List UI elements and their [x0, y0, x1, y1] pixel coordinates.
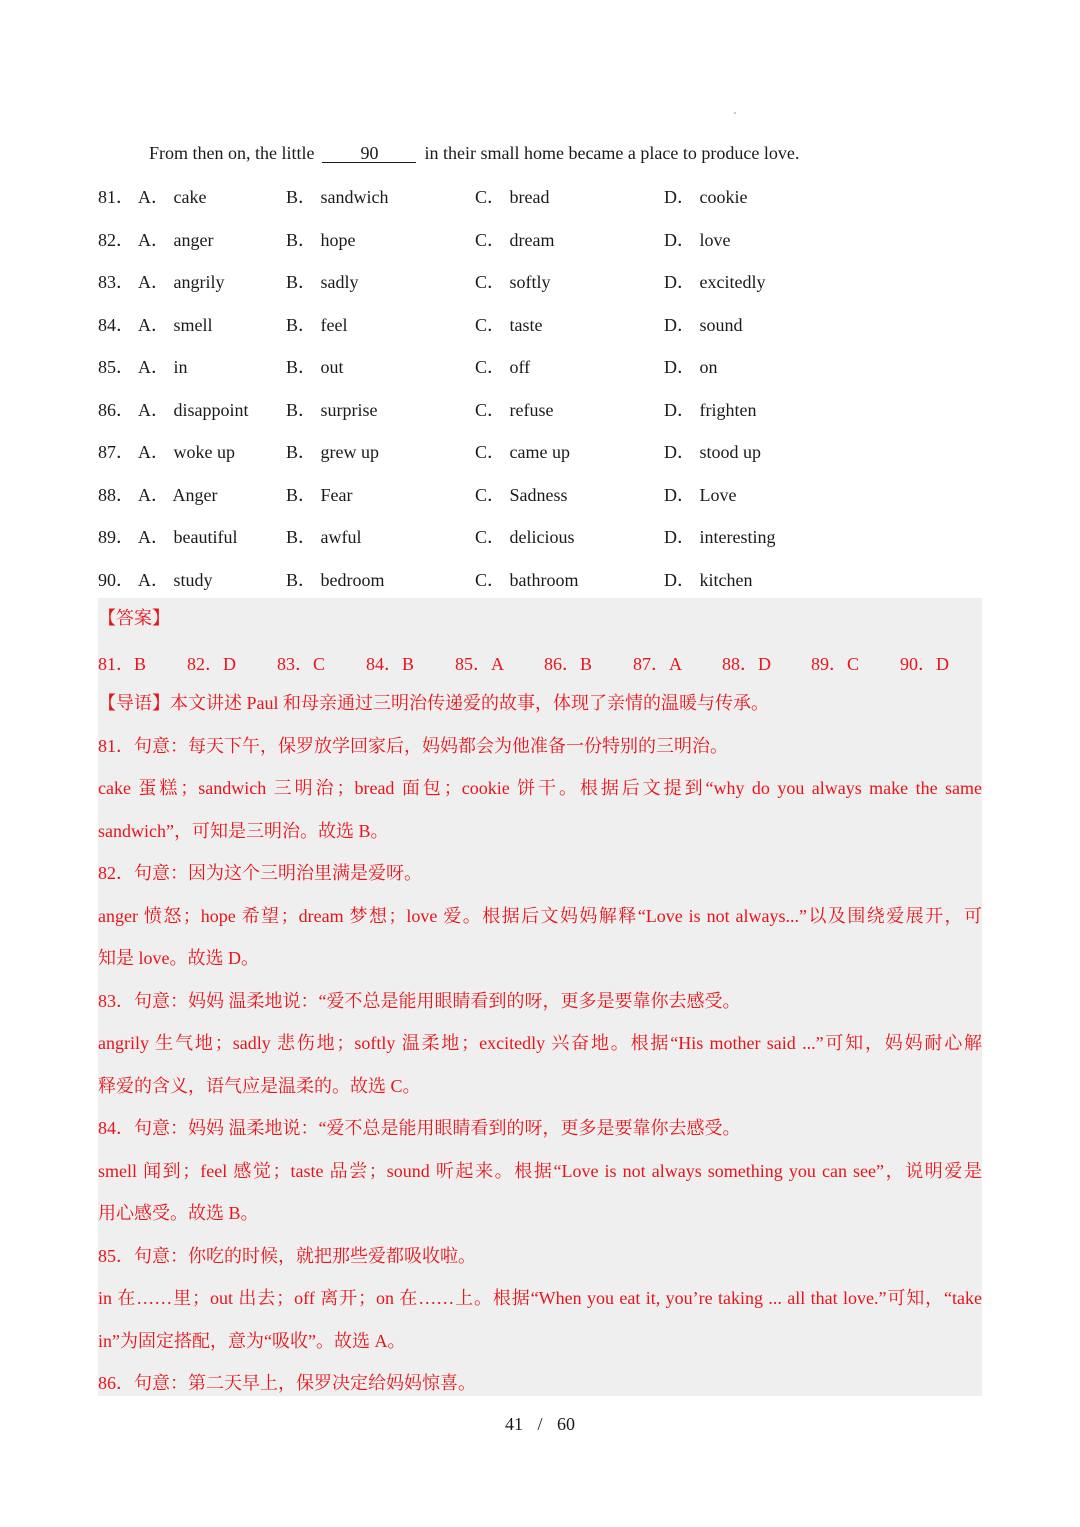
explanation-line: smell 闻到；feel 感觉；taste 品尝；sound 听起来。根据“Love is not always something you can see”，说明爱是: [98, 1161, 982, 1181]
explanation-line: sandwich”，可知是三明治。故选 B。: [98, 821, 389, 841]
option-b: B． sadly: [286, 272, 359, 292]
option-d: D． interesting: [664, 527, 776, 547]
answer-section: [98, 598, 982, 1396]
question-number: 81．: [98, 187, 134, 207]
option-b: B． feel: [286, 314, 348, 335]
option-a: A． Anger: [138, 484, 218, 505]
option-d: D． cookie: [664, 187, 748, 207]
question-row: [98, 344, 988, 387]
blank-90: 90: [322, 144, 416, 163]
current-page: 41: [504, 1414, 523, 1434]
explanation-line: 知是 love。故选 D。: [98, 948, 259, 968]
option-b: B． grew up: [286, 442, 379, 462]
option-a: A． cake: [138, 187, 207, 207]
explanation-line: 86．句意：第二天早上，保罗决定给妈妈惊喜。: [98, 1373, 476, 1393]
explanation-line: anger 愤怒；hope 希望；dream 梦想；love 爱。根据后文妈妈解释“Love is not always...”以及围绕爱展开，可: [98, 906, 982, 926]
question-row: [98, 174, 988, 217]
option-b: B． hope: [286, 229, 356, 250]
option-a: A． anger: [138, 229, 214, 250]
article-summary: 【导语】本文讲述 Paul 和母亲通过三明治传递爱的故事，体现了亲情的温暖与传承。: [98, 693, 769, 713]
explanation-line: in”为固定搭配，意为“吸收”。故选 A。: [98, 1331, 406, 1351]
option-c: C． dream: [475, 229, 555, 250]
mark-dot: [734, 112, 736, 114]
explanation-line: 释爱的含义，语气应是温柔的。故选 C。: [98, 1076, 421, 1096]
explanation-line: 82．句意：因为这个三明治里满是爱呀。: [98, 863, 422, 883]
option-d: D． stood up: [664, 442, 762, 462]
explanation-line: 85．句意：你吃的时候，就把那些爱都吸收啦。: [98, 1246, 476, 1266]
question-number: 86．: [98, 399, 134, 420]
question-row: [98, 429, 988, 472]
option-c: C． delicious: [475, 527, 575, 547]
option-d: D． excitedly: [664, 272, 766, 292]
question-number: 82．: [98, 229, 134, 250]
sentence-start: From then on, the little: [149, 143, 315, 163]
question-number: 85．: [98, 357, 134, 377]
option-b: B． bedroom: [286, 569, 385, 590]
question-number: 89．: [98, 527, 134, 547]
answer-heading: 【答案】: [98, 608, 170, 628]
answer-key: 82．D: [187, 654, 236, 674]
option-a: A． smell: [138, 314, 213, 335]
total-pages: 60: [557, 1414, 575, 1434]
option-a: A． angrily: [138, 272, 225, 292]
question-row: [98, 557, 988, 600]
option-c: C． softly: [475, 272, 551, 292]
option-a: A． study: [138, 569, 213, 590]
explanation-line: in 在……里；out 出去；off 离开；on 在……上。根据“When you eat it, you’re taking ... all that love.”可知，“take: [98, 1288, 982, 1308]
explanation-line: 83．句意：妈妈 温柔地说：“爱不总是能用眼睛看到的呀，更多是要靠你去感受。: [98, 991, 741, 1011]
answer-key: 83．C: [277, 654, 326, 674]
question-row: [98, 302, 988, 345]
sentence-end: in their small home became a place to produce love.: [424, 143, 800, 163]
option-d: D． frighten: [664, 399, 757, 420]
answer-key: 85．A: [455, 654, 504, 674]
options-list: [98, 174, 988, 599]
explanation-line: 81．句意：每天下午，保罗放学回家后，妈妈都会为他准备一份特别的三明治。: [98, 736, 728, 756]
question-row: [98, 259, 988, 302]
explanation-line: cake 蛋糕；sandwich 三明治；bread 面包；cookie 饼干。根据后文提到“why do you always make the same: [98, 778, 982, 798]
answer-key: 87．A: [633, 654, 682, 674]
explanation-line: 84．句意：妈妈 温柔地说：“爱不总是能用眼睛看到的呀，更多是要靠你去感受。: [98, 1118, 741, 1138]
passage-last-sentence: [149, 142, 799, 164]
option-b: B． awful: [286, 527, 362, 547]
question-row: [98, 387, 988, 430]
question-row: [98, 472, 988, 515]
answer-key: 81．B: [98, 654, 147, 674]
explanation-line: angrily 生气地；sadly 悲伤地；softly 温柔地；excitedly 兴奋地。根据“His mother said ...”可知，妈妈耐心解: [98, 1033, 982, 1053]
option-d: D． Love: [664, 484, 737, 505]
answer-key: 90．D: [900, 654, 949, 674]
option-b: B． sandwich: [286, 187, 389, 207]
question-row: [98, 514, 988, 557]
option-c: C． bread: [475, 187, 550, 207]
option-d: D． sound: [664, 314, 743, 335]
question-number: 88．: [98, 484, 134, 505]
option-c: C． bathroom: [475, 569, 579, 590]
option-a: A． disappoint: [138, 399, 249, 420]
page-number-footer: [0, 1414, 1080, 1435]
option-c: C． came up: [475, 442, 570, 462]
option-d: D． kitchen: [664, 569, 753, 590]
option-c: C． off: [475, 357, 531, 377]
question-number: 84．: [98, 314, 134, 335]
option-c: C． taste: [475, 314, 543, 335]
question-row: [98, 217, 988, 260]
option-a: A． in: [138, 357, 188, 377]
option-b: B． Fear: [286, 484, 353, 505]
question-number: 90．: [98, 569, 134, 590]
explanation-line: 用心感受。故选 B。: [98, 1203, 259, 1223]
question-number: 87．: [98, 442, 134, 462]
option-c: C． refuse: [475, 399, 554, 420]
answer-key: 84．B: [366, 654, 415, 674]
question-number: 83．: [98, 272, 134, 292]
option-b: B． surprise: [286, 399, 378, 420]
answer-key: 89．C: [811, 654, 860, 674]
option-d: D． love: [664, 229, 731, 250]
answer-key: 88．D: [722, 654, 771, 674]
answer-key: 86．B: [544, 654, 593, 674]
option-a: A． beautiful: [138, 527, 238, 547]
option-b: B． out: [286, 357, 344, 377]
option-d: D． on: [664, 357, 718, 377]
option-a: A． woke up: [138, 442, 235, 462]
option-c: C． Sadness: [475, 484, 568, 505]
page-separator: /: [537, 1414, 543, 1434]
